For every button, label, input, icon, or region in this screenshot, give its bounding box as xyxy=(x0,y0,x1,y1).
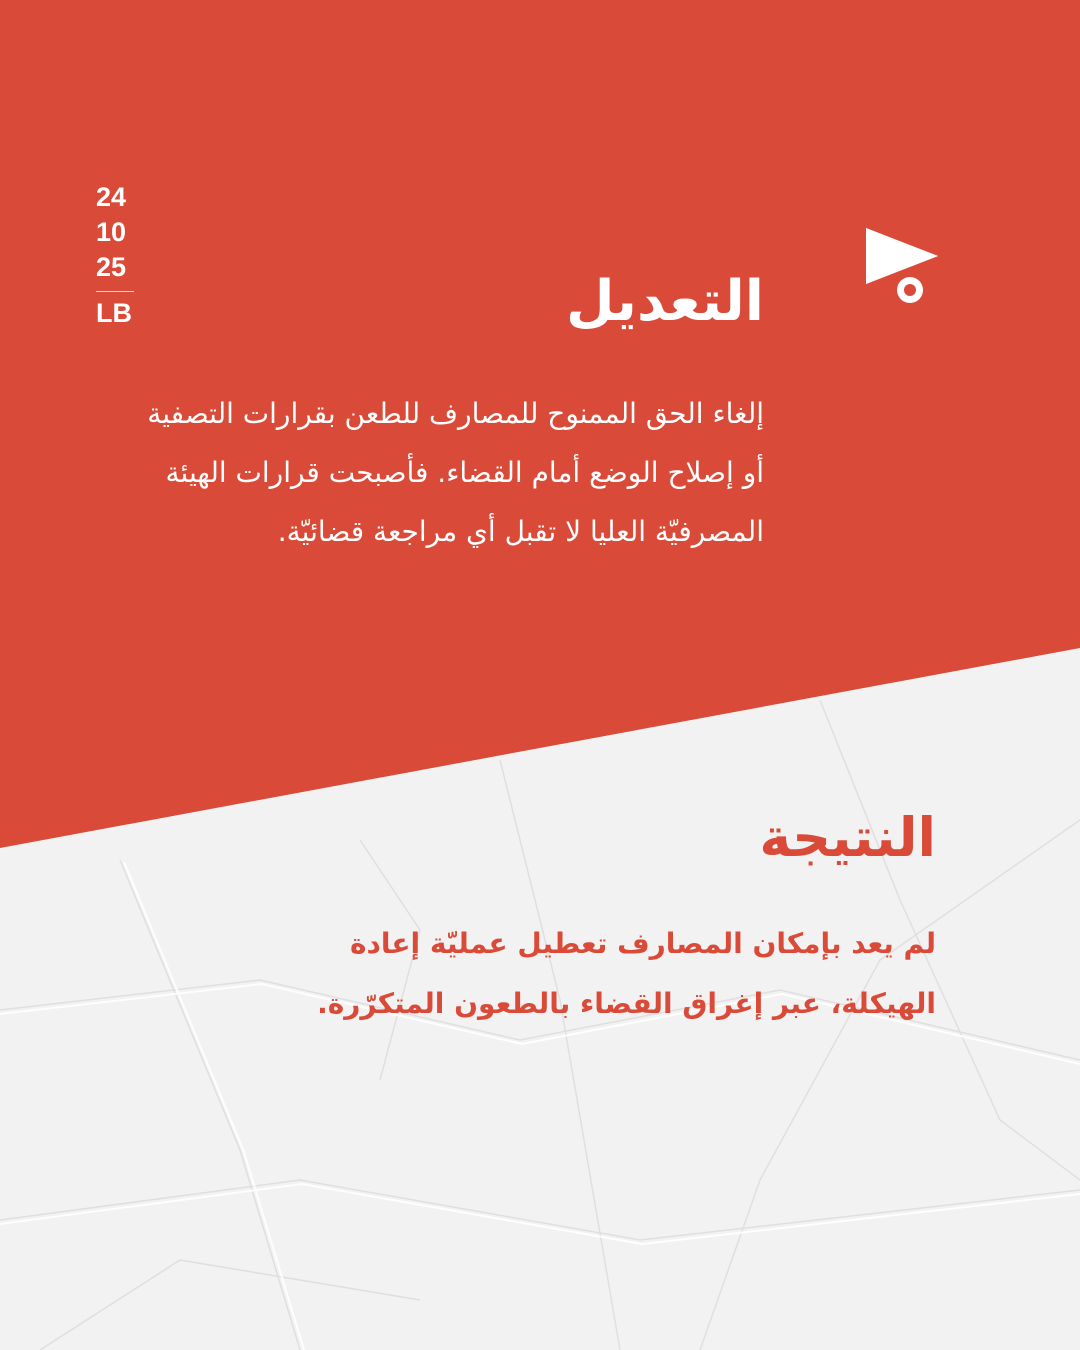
date-divider xyxy=(96,291,134,292)
result-line: لم يعد بإمكان المصارف تعطيل عمليّة إعادة xyxy=(349,927,936,960)
date-stamp xyxy=(96,180,136,331)
result-body xyxy=(136,914,936,1034)
amendment-line: إلغاء الحق الممنوح للمصارف للطعن بقرارات التصفية xyxy=(147,397,764,430)
result-heading: النتيجة xyxy=(759,806,936,869)
amendment-heading: التعديل xyxy=(565,269,764,334)
amendment-body xyxy=(104,384,764,561)
result-line: الهيكلة، عبر إغراق القضاء بالطعون المتكرّرة. xyxy=(317,987,936,1020)
country-code: LB xyxy=(96,298,132,328)
date-month: 10 xyxy=(96,217,127,247)
date-year: 25 xyxy=(96,252,127,282)
logo-notch xyxy=(866,228,938,284)
amendment-line: أو إصلاح الوضع أمام القضاء. فأصبحت قرارات الهيئة xyxy=(165,456,764,489)
logo-dot xyxy=(904,284,916,296)
play-flag-with-dot-icon xyxy=(862,224,942,304)
amendment-line: المصرفيّة العليا لا تقبل أي مراجعة قضائيّة. xyxy=(277,515,764,548)
date-day: 24 xyxy=(96,182,127,212)
